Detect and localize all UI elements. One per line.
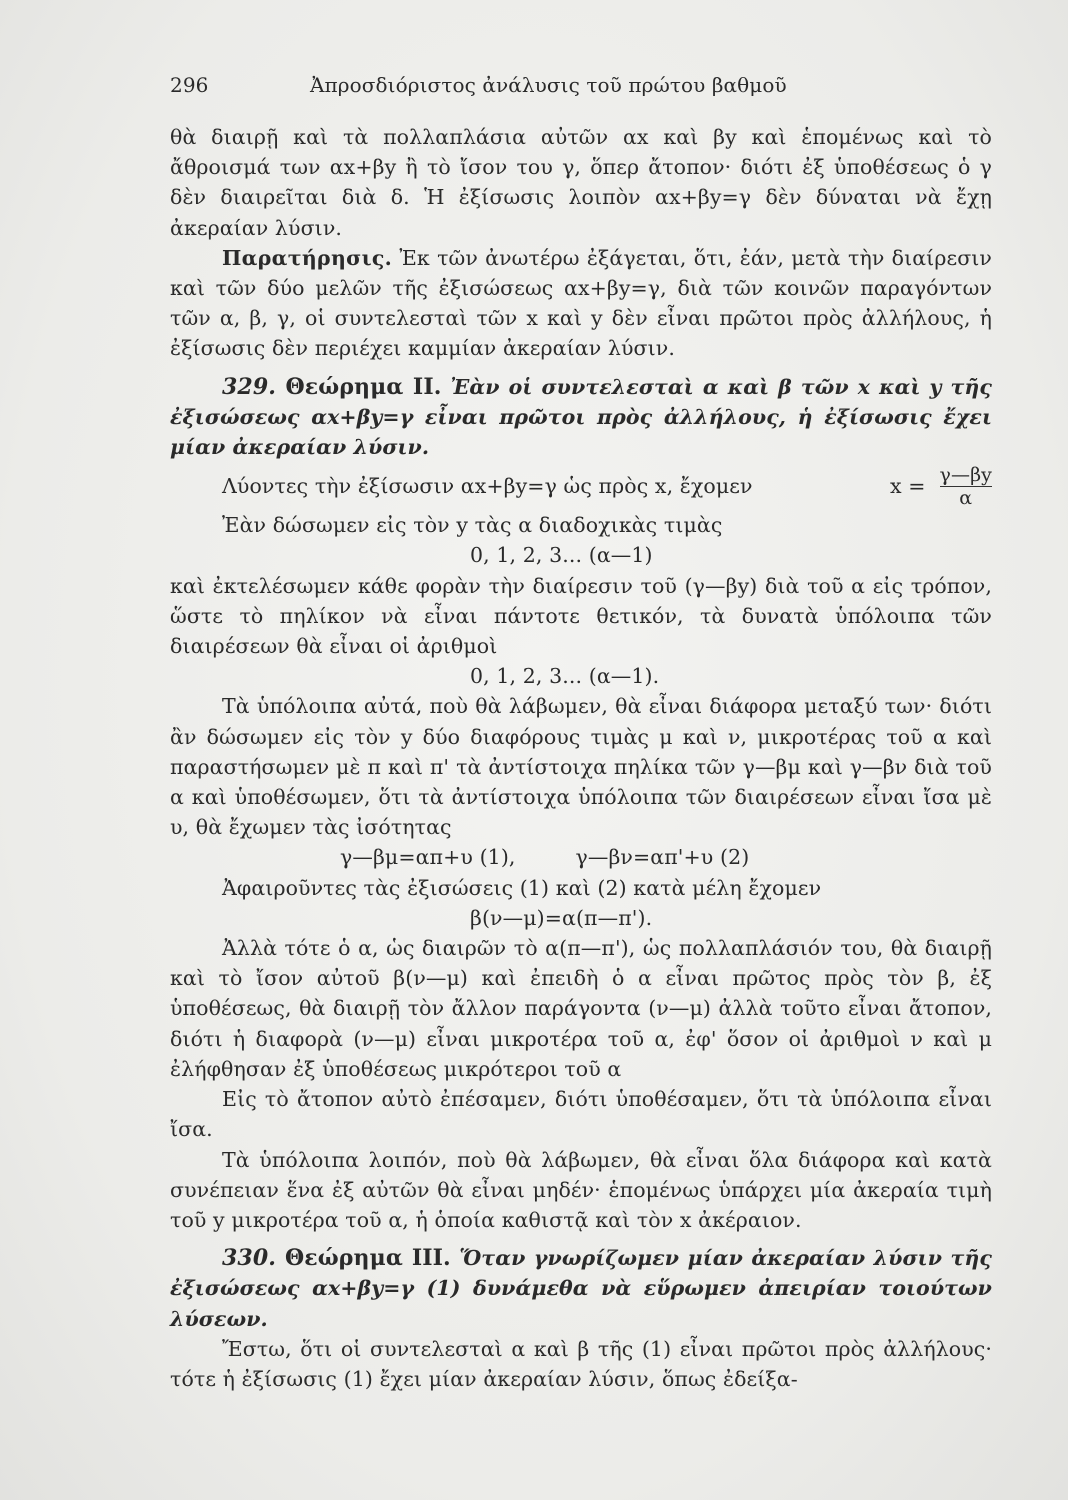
absurd-paragraph: Εἰς τὸ ἄτοπον αὐτὸ ἐπέσαμεν, διότι ὑποθέσαμεν, ὅτι τὰ ὑπόλοιπα εἶναι ἴσα. [170, 1087, 992, 1142]
sequence-values-2: 0, 1, 2, 3... (α—1). [470, 664, 660, 689]
equation-2: γ—βν=απ'+υ (2) [575, 845, 750, 870]
x-equals: x = [889, 474, 926, 499]
theorem-2 [170, 372, 992, 463]
page-number: 296 [170, 73, 209, 97]
remainders-paragraph: Τὰ ὑπόλοιπα αὐτά, ποὺ θὰ λάβωμεν, θὰ εἶναι διάφορα μεταξύ των· διότι ἂν δώσωμεν εἰς τὸν y δύο διαφόρους τιμὰς μ καὶ ν, μικροτέρας τοῦ α καὶ παραστήσωμεν μὲ π καὶ π' τὰ ἀντίστοιχα πηλίκα τῶν γ—βμ καὶ γ—βν διὰ τοῦ α καὶ ὑποθέσωμεν, ὅτι τὰ ἀντίστοιχα ὑπόλοιπα τῶν διαιρέσεων εἶναι ἴσα μὲ υ, θὰ ἔχωμεν τὰς ἰσότητας [170, 694, 992, 840]
theorem-2-statement: Ἐὰν οἱ συντελεσταὶ α καὶ β τῶν x καὶ y τῆς ἐξισώσεως αx+βy=γ εἶναι πρῶτοι πρὸς ἀλλήλους, ἡ ἐξίσωσις ἔχει μίαν ἀκεραίαν λύσιν. [170, 374, 993, 460]
remark-text: Ἐκ τῶν ἀνωτέρω ἐξάγεται, ὅτι, ἐάν, μετὰ τὴν διαίρεσιν καὶ τῶν δύο μελῶν τῆς ἐξισώσεως αx+βy=γ, διὰ τῶν κοινῶν παραγόντων τῶν α, β, γ, οἱ συντελεσταὶ τῶν x καὶ y δὲν εἶναι πρῶτοι πρὸς ἀλλήλους, ἡ ἐξίσωσις δὲν περιέχει καμμίαν ἀκεραίαν λύσιν. [170, 245, 992, 361]
remark-label: Παρατήρησις. [222, 245, 393, 270]
solve-equation-line [170, 462, 992, 510]
page-header [170, 70, 992, 114]
equations-1-2 [170, 842, 992, 872]
sequence-values-1: 0, 1, 2, 3... (α—1) [470, 543, 653, 568]
fraction-denominator: α [959, 486, 973, 509]
fraction [940, 464, 992, 509]
but-paragraph: Ἀλλὰ τότε ὁ α, ὡς διαιρῶν τὸ α(π—π'), ὡς πολλαπλάσιόν του, θὰ διαιρῇ καὶ τὸ ἴσον αὐτοῦ β(ν—μ) καὶ ἐπειδὴ ὁ α εἶναι πρῶτος πρὸς τὸν β, ἐξ ὑποθέσεως, θὰ διαιρῇ τὸν ἄλλον παράγοντα (ν—μ) ἀλλὰ τοῦτο εἶναι ἄτοπον, διότι ἡ διαφορὰ (ν—μ) εἶναι μικροτέρα τοῦ α, ἐφ' ὅσον οἱ ἀριθμοὶ ν καὶ μ ἐλήφθησαν ἐξ ὑποθέσεως μικρότεροι τοῦ α [170, 936, 992, 1081]
theorem-3 [170, 1243, 992, 1334]
final-paragraph: Ἔστω, ὅτι οἱ συντελεσταὶ α καὶ β τῆς (1) εἶναι πρῶτοι πρὸς ἀλλήλους· τότε ἡ ἐξίσωσις (1) ἔχει μίαν ἀκεραίαν λύσιν, ὅπως ἐδείξα- [170, 1336, 992, 1391]
solve-line-text: Λύοντες τὴν ἐξίσωσιν αx+βy=γ ὡς πρὸς x, ἔχομεν [222, 474, 753, 499]
conclusion-paragraph: Τὰ ὑπόλοιπα λοιπόν, ποὺ θὰ λάβωμεν, θὰ εἶναι ὅλα διάφορα καὶ κατὰ συνέπειαν ἕνα ἐξ αὐτῶν θὰ εἶναι μηδέν· ἑπομένως ὑπάρχει μία ἀκεραία τιμὴ τοῦ y μικροτέρα τοῦ α, ἡ ὁποία καθιστᾷ καὶ τὸν x ἀκέραιον. [170, 1147, 992, 1232]
page-content [170, 70, 992, 1394]
give-values-line: Ἐὰν δώσωμεν εἰς τὸν y τὰς α διαδοχικὰς τιμὰς [222, 513, 723, 538]
theorem-3-label: Θεώρημα III. [275, 1245, 451, 1272]
running-title: Ἀπροσδιόριστος ἀνάλυσις τοῦ πρώτου βαθμοῦ [310, 73, 787, 97]
theorem-2-label: Θεώρημα II. [275, 373, 442, 400]
theorem-2-number: 329. [222, 373, 276, 400]
equation-3: β(ν—μ)=α(π—π'). [470, 905, 653, 930]
equation-1: γ—βμ=απ+υ (1), [340, 845, 516, 870]
paragraph-continuation: θὰ διαιρῇ καὶ τὰ πολλαπλάσια αὐτῶν αx καὶ βy καὶ ἑπομένως καὶ τὸ ἄθροισμά των αx+βy ἢ τὸ ἴσον του γ, ὅπερ ἄτοπον· διότι ἐξ ὑποθέσεως ὁ γ δὲν διαιρεῖται διὰ δ. Ἡ ἐξίσωσις λοιπὸν αx+βy=γ δὲν δύναται νὰ ἔχῃ ἀκεραίαν λύσιν. [170, 125, 992, 240]
remark-paragraph [170, 243, 992, 364]
theorem-3-statement: Ὅταν γνωρίζωμεν μίαν ἀκεραίαν λύσιν τῆς ἐξισώσεως αx+βy=γ (1) δυνάμεθα νὰ εὕρωμεν ἀπειρίαν τοιούτων λύσεων. [170, 1246, 993, 1331]
subtract-line: Ἀφαιροῦντες τὰς ἐξισώσεις (1) καὶ (2) κατὰ μέλη ἔχομεν [222, 875, 822, 900]
divide-paragraph: καὶ ἐκτελέσωμεν κάθε φορὰν τὴν διαίρεσιν τοῦ (γ—βy) διὰ τοῦ α εἰς τρόπον, ὥστε τὸ πηλίκον νὰ εἶναι πάντοτε θετικόν, τὰ δυνατὰ ὑπόλοιπα τῶν διαιρέσεων θὰ εἶναι οἱ ἀριθμοὶ [170, 573, 992, 659]
theorem-3-number: 330. [222, 1245, 276, 1272]
fraction-numerator: γ—βy [939, 463, 992, 486]
